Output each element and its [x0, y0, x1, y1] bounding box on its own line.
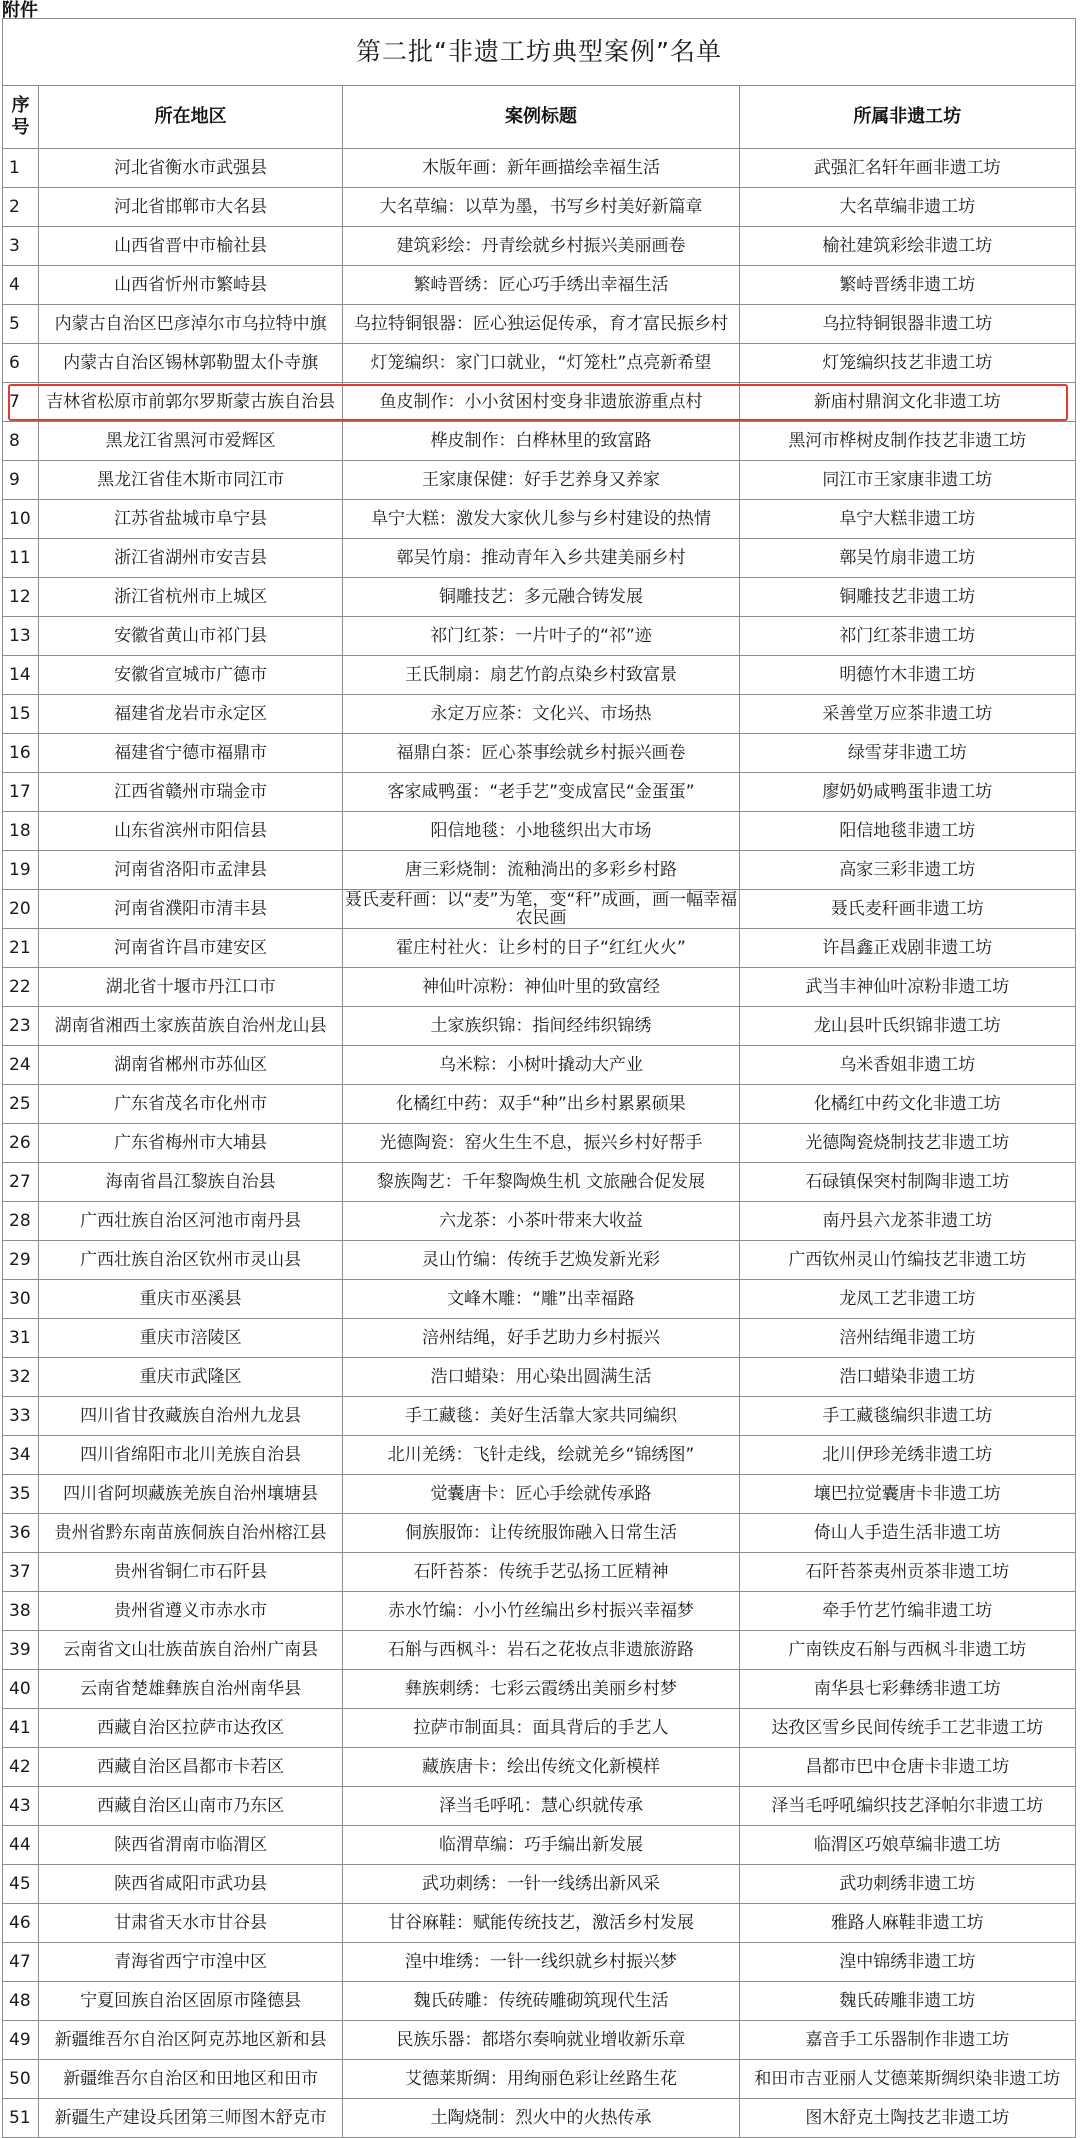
table-row: [3, 1631, 1076, 1670]
row-region: 浙江省杭州市上城区: [39, 578, 343, 617]
table-row: [3, 1241, 1076, 1280]
row-number: 27: [3, 1163, 39, 1202]
row-number: 33: [3, 1397, 39, 1436]
row-workshop: 榆社建筑彩绘非遗工坊: [739, 227, 1075, 266]
row-case-title: 六龙茶：小茶叶带来大收益: [343, 1202, 739, 1241]
row-case-title: 湟中堆绣：一针一线织就乡村振兴梦: [343, 1943, 739, 1982]
row-region: 黑龙江省黑河市爱辉区: [39, 422, 343, 461]
row-region: 广西壮族自治区钦州市灵山县: [39, 1241, 343, 1280]
row-region: 江西省赣州市瑞金市: [39, 773, 343, 812]
row-number: 1: [3, 149, 39, 188]
row-number: 41: [3, 1709, 39, 1748]
row-case-title: 艾德莱斯绸：用绚丽色彩让丝路生花: [343, 2060, 739, 2099]
row-case-title: 王家康保健：好手艺养身又养家: [343, 461, 739, 500]
table-row: [3, 149, 1076, 188]
row-workshop: 明德竹木非遗工坊: [739, 656, 1075, 695]
row-case-title: 阜宁大糕：激发大家伙儿参与乡村建设的热情: [343, 500, 739, 539]
row-region: 广西壮族自治区河池市南丹县: [39, 1202, 343, 1241]
row-number: 32: [3, 1358, 39, 1397]
row-case-title: 觉囊唐卡：匠心手绘就传承路: [343, 1475, 739, 1514]
row-workshop: 石碌镇保突村制陶非遗工坊: [739, 1163, 1075, 1202]
table-row: [3, 188, 1076, 227]
row-case-title: 涪州结绳，好手艺助力乡村振兴: [343, 1319, 739, 1358]
row-case-title: 祁门红茶：一片叶子的“祁”迹: [343, 617, 739, 656]
row-workshop: 大名草编非遗工坊: [739, 188, 1075, 227]
table-row: [3, 383, 1076, 422]
table-header-row: [3, 86, 1076, 149]
table-row: [3, 1904, 1076, 1943]
row-number: 40: [3, 1670, 39, 1709]
row-workshop: 新庙村鼎润文化非遗工坊: [739, 383, 1075, 422]
row-workshop: 广南铁皮石斛与西枫斗非遗工坊: [739, 1631, 1075, 1670]
row-workshop: 阳信地毯非遗工坊: [739, 812, 1075, 851]
row-region: 江苏省盐城市阜宁县: [39, 500, 343, 539]
row-case-title: 鱼皮制作：小小贫困村变身非遗旅游重点村: [343, 383, 739, 422]
row-case-title: 文峰木雕：“雕”出幸福路: [343, 1280, 739, 1319]
table-row: [3, 890, 1076, 929]
row-number: 37: [3, 1553, 39, 1592]
row-region: 宁夏回族自治区固原市隆德县: [39, 1982, 343, 2021]
row-workshop: 黑河市桦树皮制作技艺非遗工坊: [739, 422, 1075, 461]
row-case-title: 乌米粽：小树叶撬动大产业: [343, 1046, 739, 1085]
row-case-title: 土家族织锦：指间经纬织锦绣: [343, 1007, 739, 1046]
row-number: 5: [3, 305, 39, 344]
row-case-title: 鄣吴竹扇：推动青年入乡共建美丽乡村: [343, 539, 739, 578]
row-case-title: 临渭草编：巧手编出新发展: [343, 1826, 739, 1865]
row-case-title: 浩口蜡染：用心染出圆满生活: [343, 1358, 739, 1397]
row-region: 贵州省黔东南苗族侗族自治州榕江县: [39, 1514, 343, 1553]
row-case-title: 唐三彩烧制：流釉淌出的多彩乡村路: [343, 851, 739, 890]
row-case-title: 黎族陶艺：千年黎陶焕生机 文旅融合促发展: [343, 1163, 739, 1202]
table-row: [3, 1202, 1076, 1241]
table-row: [3, 1397, 1076, 1436]
header-case-title: 案例标题: [343, 86, 739, 149]
row-workshop: 牵手竹艺竹编非遗工坊: [739, 1592, 1075, 1631]
row-number: 48: [3, 1982, 39, 2021]
row-region: 云南省楚雄彝族自治州南华县: [39, 1670, 343, 1709]
row-number: 11: [3, 539, 39, 578]
table-row: [3, 812, 1076, 851]
row-region: 福建省龙岩市永定区: [39, 695, 343, 734]
row-workshop: 光德陶瓷烧制技艺非遗工坊: [739, 1124, 1075, 1163]
table-row: [3, 1553, 1076, 1592]
row-workshop: 同江市王家康非遗工坊: [739, 461, 1075, 500]
row-number: 26: [3, 1124, 39, 1163]
row-number: 34: [3, 1436, 39, 1475]
row-number: 2: [3, 188, 39, 227]
table-row: [3, 1280, 1076, 1319]
row-number: 31: [3, 1319, 39, 1358]
row-number: 49: [3, 2021, 39, 2060]
table-row: [3, 773, 1076, 812]
row-case-title: 泽当毛呼吼：慧心织就传承: [343, 1787, 739, 1826]
row-workshop: 许昌鑫正戏剧非遗工坊: [739, 929, 1075, 968]
table-row: [3, 1007, 1076, 1046]
row-workshop: 鄣吴竹扇非遗工坊: [739, 539, 1075, 578]
table-row: [3, 1163, 1076, 1202]
table-row: [3, 1670, 1076, 1709]
row-case-title: 阳信地毯：小地毯织出大市场: [343, 812, 739, 851]
row-workshop: 广西钦州灵山竹编技艺非遗工坊: [739, 1241, 1075, 1280]
table-row: [3, 1358, 1076, 1397]
row-region: 甘肃省天水市甘谷县: [39, 1904, 343, 1943]
row-number: 22: [3, 968, 39, 1007]
row-region: 新疆维吾尔自治区和田地区和田市: [39, 2060, 343, 2099]
row-region: 广东省梅州市大埔县: [39, 1124, 343, 1163]
row-workshop: 图木舒克土陶技艺非遗工坊: [739, 2099, 1075, 2138]
row-region: 海南省昌江黎族自治县: [39, 1163, 343, 1202]
row-case-title: 聂氏麦秆画：以“麦”为笔，变“秆”成画，画一幅幸福农民画: [343, 890, 739, 929]
table-row: [3, 695, 1076, 734]
row-workshop: 湟中锦绣非遗工坊: [739, 1943, 1075, 1982]
row-case-title: 光德陶瓷：窑火生生不息，振兴乡村好帮手: [343, 1124, 739, 1163]
table-row: [3, 344, 1076, 383]
row-workshop: 武当丰神仙叶凉粉非遗工坊: [739, 968, 1075, 1007]
table-row: [3, 656, 1076, 695]
table-row: [3, 500, 1076, 539]
row-workshop: 采善堂万应茶非遗工坊: [739, 695, 1075, 734]
row-case-title: 霍庄村社火：让乡村的日子“红红火火”: [343, 929, 739, 968]
row-region: 内蒙古自治区巴彦淖尔市乌拉特中旗: [39, 305, 343, 344]
row-region: 河南省许昌市建安区: [39, 929, 343, 968]
row-number: 51: [3, 2099, 39, 2138]
table-row: [3, 734, 1076, 773]
row-region: 贵州省铜仁市石阡县: [39, 1553, 343, 1592]
row-case-title: 拉萨市制面具：面具背后的手艺人: [343, 1709, 739, 1748]
row-region: 重庆市涪陵区: [39, 1319, 343, 1358]
row-case-title: 灵山竹编：传统手艺焕发新光彩: [343, 1241, 739, 1280]
row-region: 山西省晋中市榆社县: [39, 227, 343, 266]
row-case-title: 繁峙晋绣：匠心巧手绣出幸福生活: [343, 266, 739, 305]
row-case-title: 建筑彩绘：丹青绘就乡村振兴美丽画卷: [343, 227, 739, 266]
row-region: 四川省绵阳市北川羌族自治县: [39, 1436, 343, 1475]
table-row: [3, 266, 1076, 305]
row-number: 42: [3, 1748, 39, 1787]
row-workshop: 浩口蜡染非遗工坊: [739, 1358, 1075, 1397]
row-workshop: 昌都市巴中仓唐卡非遗工坊: [739, 1748, 1075, 1787]
row-number: 18: [3, 812, 39, 851]
row-number: 3: [3, 227, 39, 266]
row-region: 重庆市巫溪县: [39, 1280, 343, 1319]
row-case-title: 灯笼编织：家门口就业，“灯笼杜”点亮新希望: [343, 344, 739, 383]
row-case-title: 永定万应茶：文化兴、市场热: [343, 695, 739, 734]
row-region: 湖北省十堰市丹江口市: [39, 968, 343, 1007]
row-case-title: 北川羌绣：飞针走线，绘就羌乡“锦绣图”: [343, 1436, 739, 1475]
row-number: 9: [3, 461, 39, 500]
row-number: 23: [3, 1007, 39, 1046]
row-number: 38: [3, 1592, 39, 1631]
row-workshop: 达孜区雪乡民间传统手工艺非遗工坊: [739, 1709, 1075, 1748]
row-workshop: 武功刺绣非遗工坊: [739, 1865, 1075, 1904]
row-case-title: 石斛与西枫斗：岩石之花妆点非遗旅游路: [343, 1631, 739, 1670]
row-case-title: 福鼎白茶：匠心茶事绘就乡村振兴画卷: [343, 734, 739, 773]
row-number: 20: [3, 890, 39, 929]
row-region: 西藏自治区拉萨市达孜区: [39, 1709, 343, 1748]
row-workshop: 灯笼编织技艺非遗工坊: [739, 344, 1075, 383]
row-number: 50: [3, 2060, 39, 2099]
table-row: [3, 1787, 1076, 1826]
page-title: 第二批“非遗工坊典型案例”名单: [3, 19, 1076, 86]
row-case-title: 土陶烧制：烈火中的火热传承: [343, 2099, 739, 2138]
row-region: 贵州省遵义市赤水市: [39, 1592, 343, 1631]
table-row: [3, 851, 1076, 890]
row-region: 安徽省宣城市广德市: [39, 656, 343, 695]
table-row: [3, 422, 1076, 461]
row-number: 6: [3, 344, 39, 383]
table-row: [3, 1982, 1076, 2021]
row-workshop: 聂氏麦秆画非遗工坊: [739, 890, 1075, 929]
row-case-title: 桦皮制作：白桦林里的致富路: [343, 422, 739, 461]
row-number: 24: [3, 1046, 39, 1085]
row-workshop: 临渭区巧娘草编非遗工坊: [739, 1826, 1075, 1865]
row-case-title: 魏氏砖雕：传统砖雕砌筑现代生活: [343, 1982, 739, 2021]
table-row: [3, 1475, 1076, 1514]
row-workshop: 乌米香姐非遗工坊: [739, 1046, 1075, 1085]
row-region: 黑龙江省佳木斯市同江市: [39, 461, 343, 500]
row-region: 云南省文山壮族苗族自治州广南县: [39, 1631, 343, 1670]
row-number: 21: [3, 929, 39, 968]
row-number: 14: [3, 656, 39, 695]
row-workshop: 手工藏毯编织非遗工坊: [739, 1397, 1075, 1436]
row-workshop: 武强汇名轩年画非遗工坊: [739, 149, 1075, 188]
table-row: [3, 461, 1076, 500]
row-number: 45: [3, 1865, 39, 1904]
row-case-title: 化橘红中药：双手“种”出乡村累累硕果: [343, 1085, 739, 1124]
row-region: 内蒙古自治区锡林郭勒盟太仆寺旗: [39, 344, 343, 383]
table-row: [3, 1319, 1076, 1358]
row-number: 39: [3, 1631, 39, 1670]
row-workshop: 魏氏砖雕非遗工坊: [739, 1982, 1075, 2021]
row-case-title: 侗族服饰：让传统服饰融入日常生活: [343, 1514, 739, 1553]
row-number: 28: [3, 1202, 39, 1241]
row-number: 17: [3, 773, 39, 812]
row-number: 15: [3, 695, 39, 734]
table-row: [3, 305, 1076, 344]
row-case-title: 赤水竹编：小小竹丝编出乡村振兴幸福梦: [343, 1592, 739, 1631]
row-number: 43: [3, 1787, 39, 1826]
row-number: 46: [3, 1904, 39, 1943]
row-region: 浙江省湖州市安吉县: [39, 539, 343, 578]
row-case-title: 大名草编：以草为墨，书写乡村美好新篇章: [343, 188, 739, 227]
header-no: 序号: [3, 86, 39, 149]
row-workshop: 南丹县六龙茶非遗工坊: [739, 1202, 1075, 1241]
table-row: [3, 1514, 1076, 1553]
row-region: 陕西省渭南市临渭区: [39, 1826, 343, 1865]
table-row: [3, 2021, 1076, 2060]
row-region: 新疆生产建设兵团第三师图木舒克市: [39, 2099, 343, 2138]
row-region: 山东省滨州市阳信县: [39, 812, 343, 851]
row-workshop: 泽当毛呼吼编织技艺泽帕尔非遗工坊: [739, 1787, 1075, 1826]
row-case-title: 乌拉特铜银器：匠心独运促传承，育才富民振乡村: [343, 305, 739, 344]
case-list-table: [2, 18, 1076, 2138]
row-number: 36: [3, 1514, 39, 1553]
row-region: 河北省衡水市武强县: [39, 149, 343, 188]
row-workshop: 绿雪芽非遗工坊: [739, 734, 1075, 773]
row-workshop: 龙山县叶氏织锦非遗工坊: [739, 1007, 1075, 1046]
row-workshop: 涪州结绳非遗工坊: [739, 1319, 1075, 1358]
row-case-title: 石阡苔茶：传统手艺弘扬工匠精神: [343, 1553, 739, 1592]
row-region: 安徽省黄山市祁门县: [39, 617, 343, 656]
row-workshop: 南华县七彩彝绣非遗工坊: [739, 1670, 1075, 1709]
row-workshop: 铜雕技艺非遗工坊: [739, 578, 1075, 617]
table-row: [3, 2060, 1076, 2099]
table-row: [3, 1709, 1076, 1748]
row-number: 19: [3, 851, 39, 890]
table-row: [3, 578, 1076, 617]
header-workshop: 所属非遗工坊: [739, 86, 1075, 149]
row-case-title: 彝族刺绣：七彩云霞绣出美丽乡村梦: [343, 1670, 739, 1709]
table-title-row: [3, 19, 1076, 86]
row-case-title: 神仙叶凉粉：神仙叶里的致富经: [343, 968, 739, 1007]
row-region: 四川省阿坝藏族羌族自治州壤塘县: [39, 1475, 343, 1514]
row-number: 25: [3, 1085, 39, 1124]
table-row: [3, 1436, 1076, 1475]
table-row: [3, 1865, 1076, 1904]
row-case-title: 武功刺绣：一针一线绣出新风采: [343, 1865, 739, 1904]
row-region: 河南省洛阳市孟津县: [39, 851, 343, 890]
row-region: 山西省忻州市繁峙县: [39, 266, 343, 305]
row-workshop: 龙凤工艺非遗工坊: [739, 1280, 1075, 1319]
row-number: 12: [3, 578, 39, 617]
row-workshop: 北川伊珍羌绣非遗工坊: [739, 1436, 1075, 1475]
table-row: [3, 227, 1076, 266]
row-region: 吉林省松原市前郭尔罗斯蒙古族自治县: [39, 383, 343, 422]
row-case-title: 藏族唐卡：绘出传统文化新模样: [343, 1748, 739, 1787]
row-workshop: 廖奶奶咸鸭蛋非遗工坊: [739, 773, 1075, 812]
attachment-label: 附件: [2, 0, 38, 21]
row-region: 湖南省郴州市苏仙区: [39, 1046, 343, 1085]
row-case-title: 客家咸鸭蛋：“老手艺”变成富民“金蛋蛋”: [343, 773, 739, 812]
row-number: 4: [3, 266, 39, 305]
row-workshop: 嘉音手工乐器制作非遗工坊: [739, 2021, 1075, 2060]
table-row: [3, 929, 1076, 968]
row-number: 30: [3, 1280, 39, 1319]
row-region: 湖南省湘西土家族苗族自治州龙山县: [39, 1007, 343, 1046]
row-workshop: 雅路人麻鞋非遗工坊: [739, 1904, 1075, 1943]
row-number: 35: [3, 1475, 39, 1514]
row-region: 福建省宁德市福鼎市: [39, 734, 343, 773]
row-workshop: 石阡苔茶夷州贡茶非遗工坊: [739, 1553, 1075, 1592]
row-workshop: 祁门红茶非遗工坊: [739, 617, 1075, 656]
row-case-title: 民族乐器：都塔尔奏响就业增收新乐章: [343, 2021, 739, 2060]
row-region: 西藏自治区山南市乃东区: [39, 1787, 343, 1826]
row-case-title: 王氏制扇：扇艺竹韵点染乡村致富景: [343, 656, 739, 695]
row-number: 10: [3, 500, 39, 539]
table-row: [3, 539, 1076, 578]
table-row: [3, 1592, 1076, 1631]
row-number: 29: [3, 1241, 39, 1280]
row-case-title: 甘谷麻鞋：赋能传统技艺，激活乡村发展: [343, 1904, 739, 1943]
table-row: [3, 617, 1076, 656]
row-region: 新疆维吾尔自治区阿克苏地区新和县: [39, 2021, 343, 2060]
row-workshop: 和田市吉亚丽人艾德莱斯绸织染非遗工坊: [739, 2060, 1075, 2099]
table-row: [3, 1943, 1076, 1982]
row-number: 7: [3, 383, 39, 422]
row-case-title: 木版年画：新年画描绘幸福生活: [343, 149, 739, 188]
row-workshop: 倚山人手造生活非遗工坊: [739, 1514, 1075, 1553]
row-workshop: 壤巴拉觉囊唐卡非遗工坊: [739, 1475, 1075, 1514]
table-row: [3, 968, 1076, 1007]
row-case-title: 手工藏毯：美好生活靠大家共同编织: [343, 1397, 739, 1436]
row-number: 13: [3, 617, 39, 656]
row-region: 河南省濮阳市清丰县: [39, 890, 343, 929]
table-row: [3, 1826, 1076, 1865]
row-number: 44: [3, 1826, 39, 1865]
row-region: 河北省邯郸市大名县: [39, 188, 343, 227]
row-number: 16: [3, 734, 39, 773]
row-region: 广东省茂名市化州市: [39, 1085, 343, 1124]
row-region: 青海省西宁市湟中区: [39, 1943, 343, 1982]
table-row: [3, 1124, 1076, 1163]
row-region: 四川省甘孜藏族自治州九龙县: [39, 1397, 343, 1436]
table-row: [3, 1748, 1076, 1787]
row-number: 47: [3, 1943, 39, 1982]
row-workshop: 高家三彩非遗工坊: [739, 851, 1075, 890]
table-row: [3, 2099, 1076, 2138]
row-region: 重庆市武隆区: [39, 1358, 343, 1397]
row-number: 8: [3, 422, 39, 461]
row-workshop: 阜宁大糕非遗工坊: [739, 500, 1075, 539]
table-row: [3, 1046, 1076, 1085]
row-workshop: 乌拉特铜银器非遗工坊: [739, 305, 1075, 344]
table-row: [3, 1085, 1076, 1124]
row-workshop: 繁峙晋绣非遗工坊: [739, 266, 1075, 305]
header-region: 所在地区: [39, 86, 343, 149]
row-region: 陕西省咸阳市武功县: [39, 1865, 343, 1904]
row-workshop: 化橘红中药文化非遗工坊: [739, 1085, 1075, 1124]
row-case-title: 铜雕技艺：多元融合铸发展: [343, 578, 739, 617]
row-region: 西藏自治区昌都市卡若区: [39, 1748, 343, 1787]
